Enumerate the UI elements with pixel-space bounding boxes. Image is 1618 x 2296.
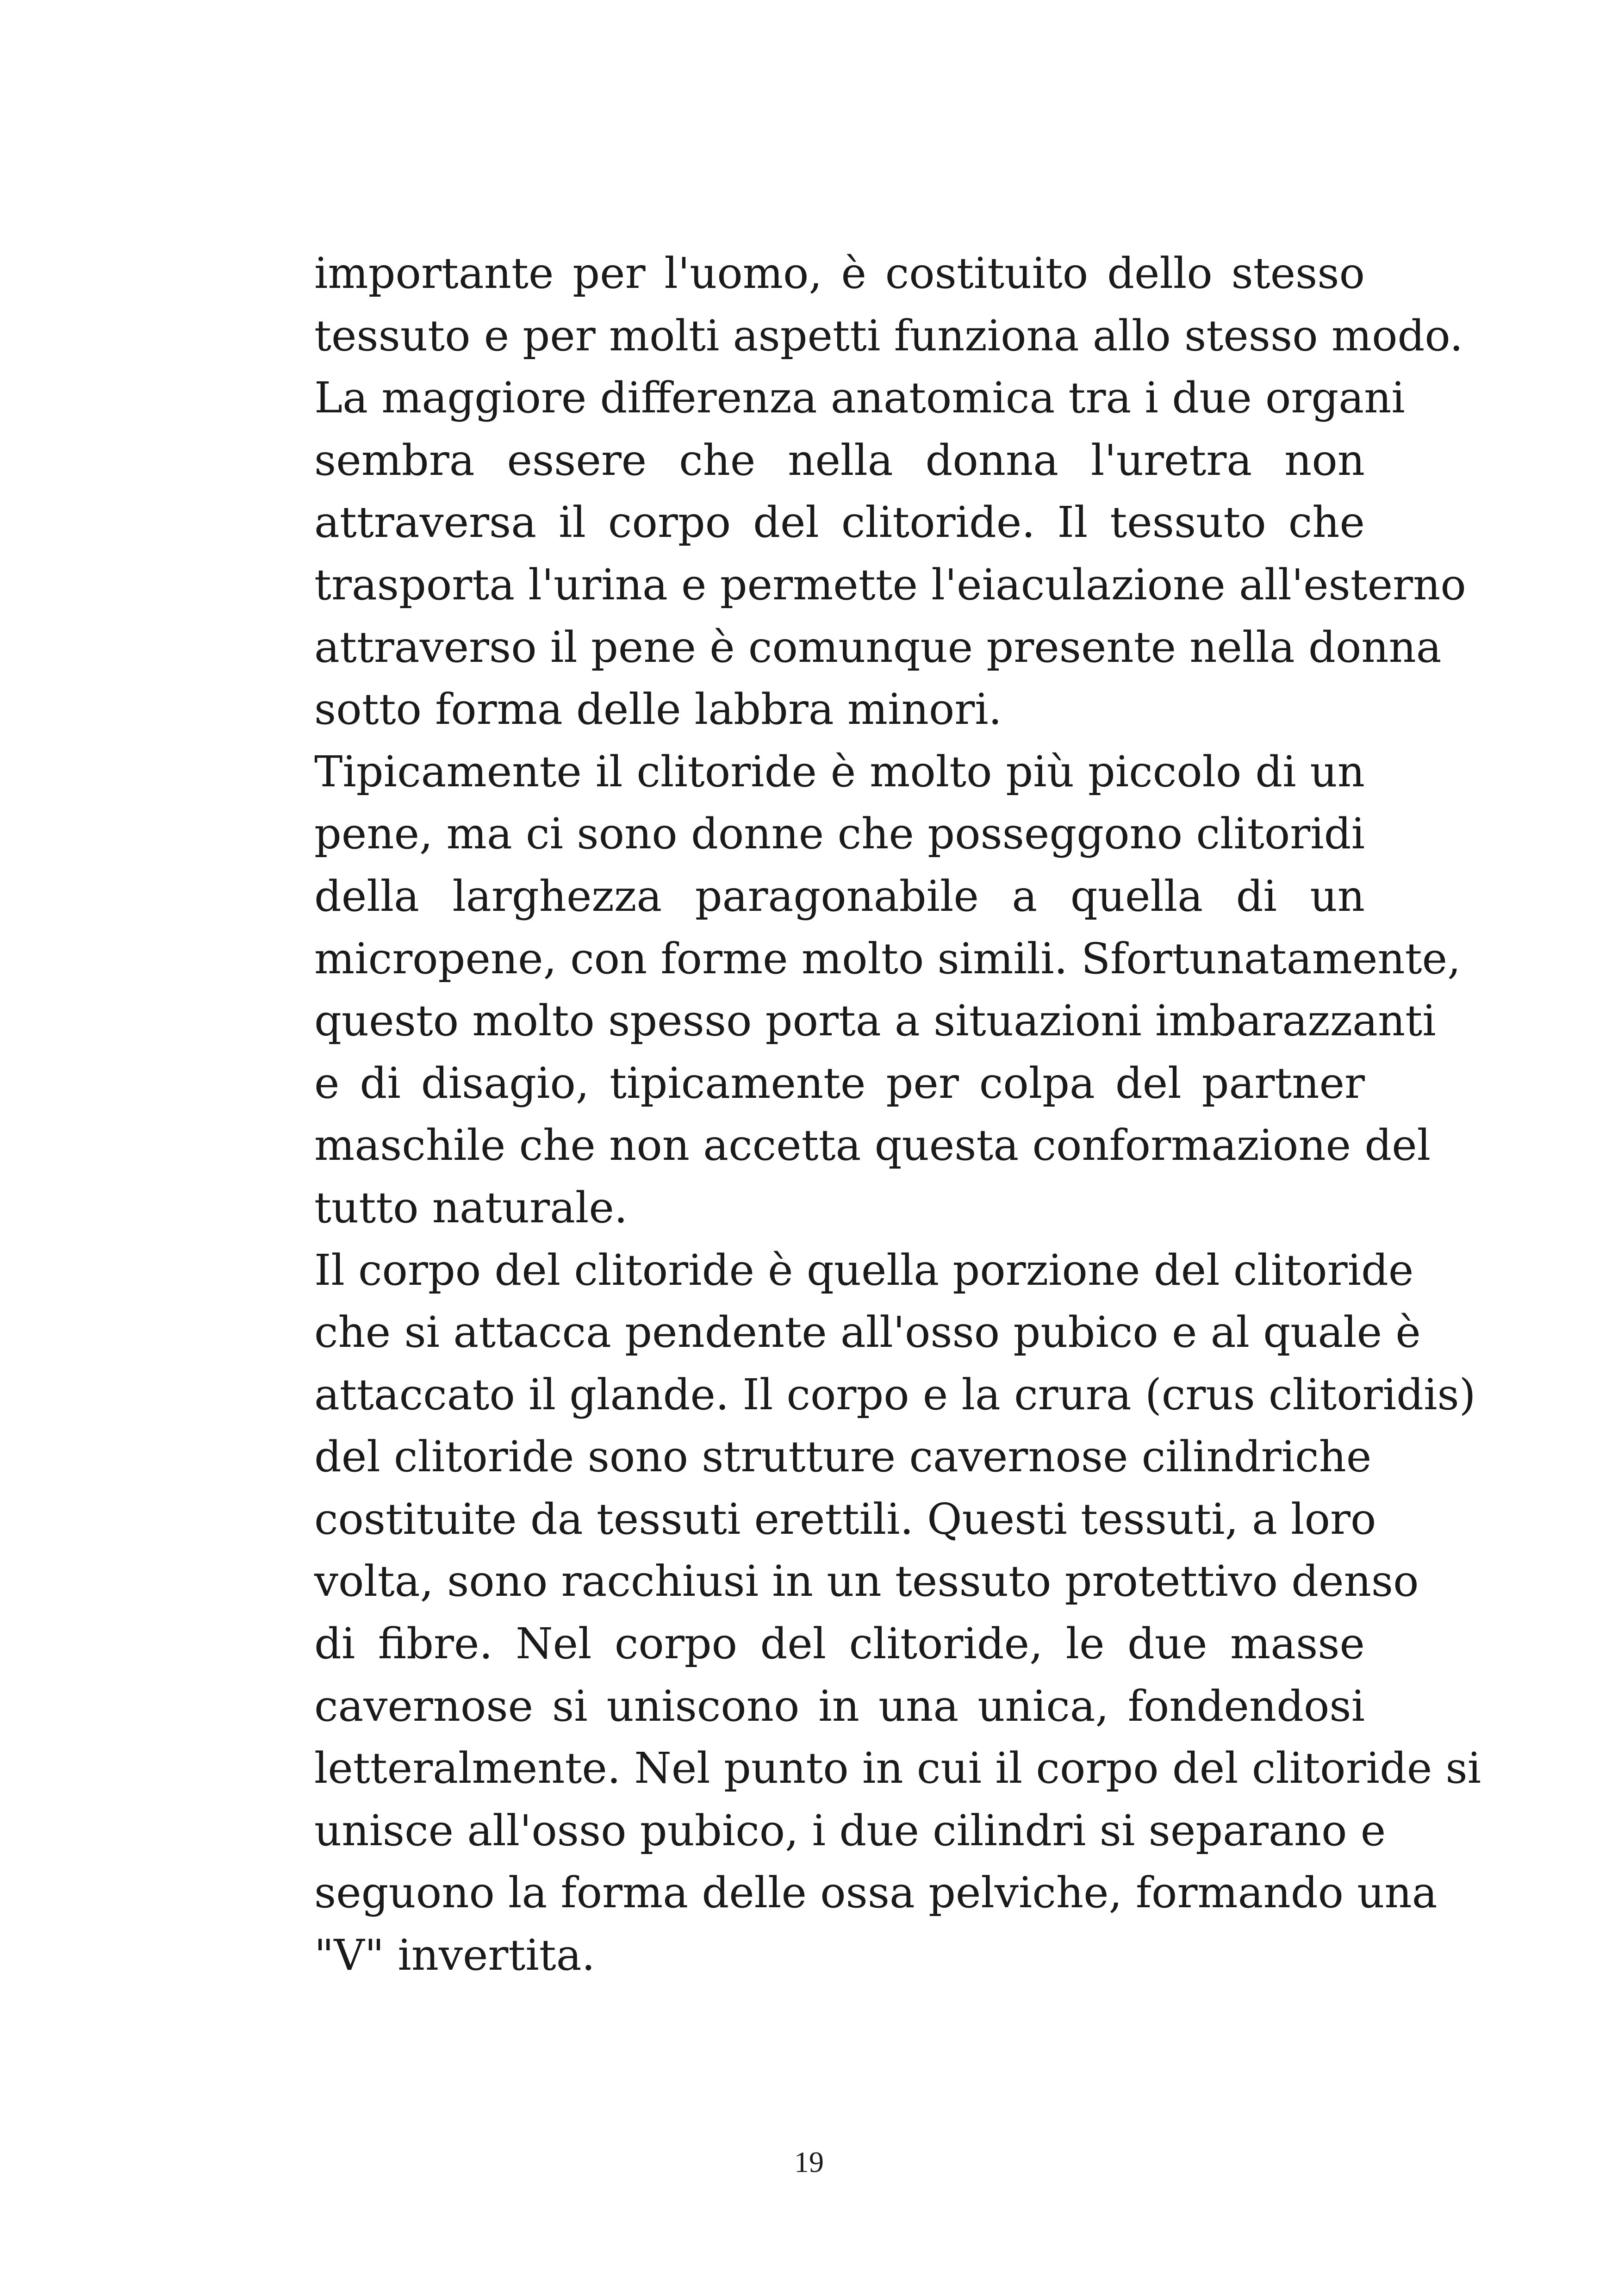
text-line: "V" invertita. — [314, 1930, 595, 1980]
text-line: che si attacca pendente all'osso pubico e al quale è — [314, 1307, 1421, 1357]
body-text — [314, 243, 1481, 1987]
text-line: sembra essere che nella donna l'uretra non — [314, 435, 1365, 485]
text-line: di fibre. Nel corpo del clitoride, le due masse — [314, 1619, 1365, 1669]
text-line: micropene, con forme molto simili. Sfortunatamente, — [314, 933, 1461, 983]
text-line: trasporta l'urina e permette l'eiaculazione all'esterno — [314, 560, 1466, 610]
text-line: attraverso il pene è comunque presente nella donna — [314, 622, 1442, 672]
text-line: unisce all'osso pubico, i due cilindri si separano e — [314, 1805, 1386, 1855]
text-line: Tipicamente il clitoride è molto più piccolo di un — [314, 747, 1365, 796]
text-line: seguono la forma delle ossa pelviche, formando una — [314, 1868, 1438, 1918]
text-line: Il corpo del clitoride è quella porzione del clitoride — [314, 1245, 1414, 1295]
text-line: questo molto spesso porta a situazioni imbarazzanti — [314, 996, 1436, 1046]
text-line: della larghezza paragonabile a quella di un — [314, 871, 1365, 921]
text-line: cavernose si uniscono in una unica, fondendosi — [314, 1681, 1365, 1731]
text-line: attaccato il glande. Il corpo e la crura (crus clitoridis) — [314, 1369, 1476, 1419]
page-number: 19 — [794, 2146, 824, 2178]
text-line: tutto naturale. — [314, 1182, 628, 1232]
text-line: sotto forma delle labbra minori. — [314, 684, 1002, 734]
text-line: attraversa il corpo del clitoride. Il tessuto che — [314, 498, 1365, 548]
text-line: pene, ma ci sono donne che posseggono clitoridi — [314, 809, 1365, 859]
text-line: La maggiore differenza anatomica tra i due organi — [314, 373, 1405, 423]
text-line: costituite da tessuti erettili. Questi tessuti, a loro — [314, 1494, 1376, 1544]
text-line: letteralmente. Nel punto in cui il corpo del clitoride si — [314, 1743, 1481, 1793]
text-line: tessuto e per molti aspetti funziona allo stesso modo. — [314, 311, 1463, 361]
text-line: volta, sono racchiusi in un tessuto protettivo denso — [314, 1556, 1419, 1606]
text-line: del clitoride sono strutture cavernose cilindriche — [314, 1432, 1372, 1482]
text-line: maschile che non accetta questa conformazione del — [314, 1120, 1431, 1170]
text-line: importante per l'uomo, è costituito dello stesso — [314, 249, 1365, 298]
text-line: e di disagio, tipicamente per colpa del partner — [314, 1058, 1365, 1108]
